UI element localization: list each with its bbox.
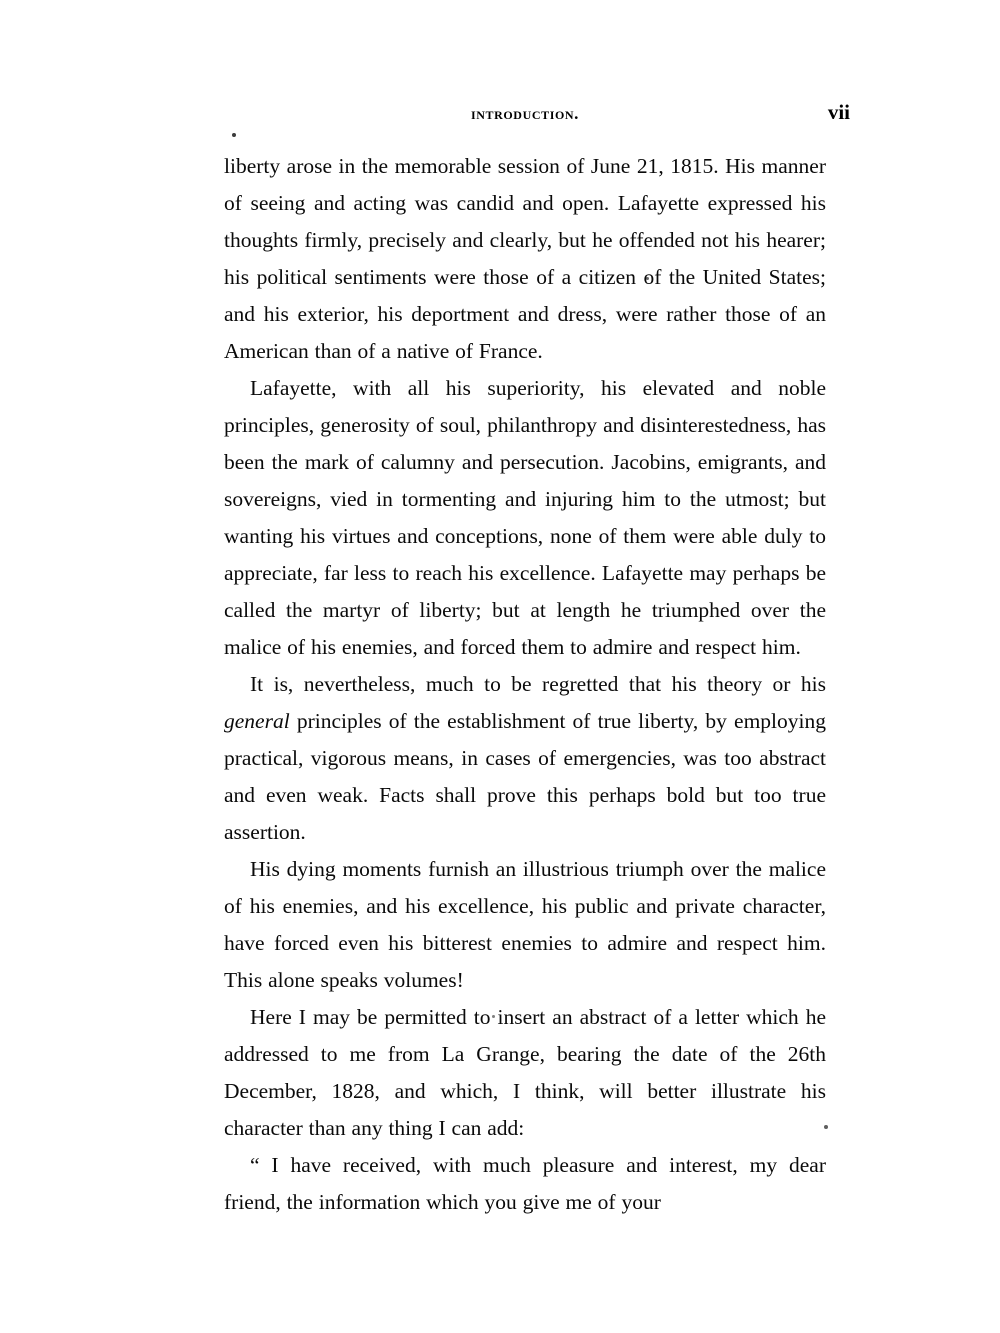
paragraph-text-segment: principles of the establishment of true liberty, by employing practical, vigorous means, in cases of emergencies, was too abstract and even weak. Facts shall prove this perhaps bold but too true assertion. bbox=[224, 709, 826, 844]
body-text-block bbox=[224, 148, 826, 1221]
paragraph: liberty arose in the memorable session of June 21, 1815. His manner of seeing and acting was candid and open. Lafayette expressed his thoughts firmly, precisely and clearly, but he offended not his hearer; his political sentiments were those of a citizen of the United States; and his exterior, his deportment and dress, were rather those of an American than of a native of France. bbox=[224, 154, 826, 363]
paragraph-text-segment: It is, nevertheless, much to be regretted that his theory or his bbox=[250, 672, 826, 696]
paragraph: His dying moments furnish an illustrious triumph over the malice of his enemies, and his excellence, his public and private character, have forced even his bitterest enemies to admire and respect him. This alone speaks volumes! bbox=[224, 857, 826, 992]
emphasized-word: general bbox=[224, 709, 290, 733]
paragraph: Here I may be permitted to insert an abstract of a letter which he addressed to me from La Grange, bearing the date of the 26th December, 1828, and which, I think, will better illustrate his character than any thing I can add: bbox=[224, 1005, 826, 1140]
paragraph bbox=[224, 666, 826, 851]
scan-speck-icon bbox=[232, 133, 236, 137]
running-head-title: introduction. bbox=[470, 104, 580, 123]
page-number: vii bbox=[827, 100, 850, 124]
paragraph: “ I have received, with much pleasure and interest, my dear friend, the information which you give me of your bbox=[224, 1153, 826, 1214]
paragraph: Lafayette, with all his superiority, his elevated and noble principles, generosity of soul, philanthropy and disinterestedness, has been the mark of calumny and persecution. Jacobins, emigrants, and sovereigns, vied in tormenting and injuring him to the utmost; but wanting his virtues and conceptions, none of them were able duly to appreciate, far less to reach his excellence. Lafayette may perhaps be called the martyr of liberty; but at length he triumphed over the malice of his enemies, and forced them to admire and respect him. bbox=[224, 376, 826, 659]
running-head bbox=[224, 100, 850, 130]
